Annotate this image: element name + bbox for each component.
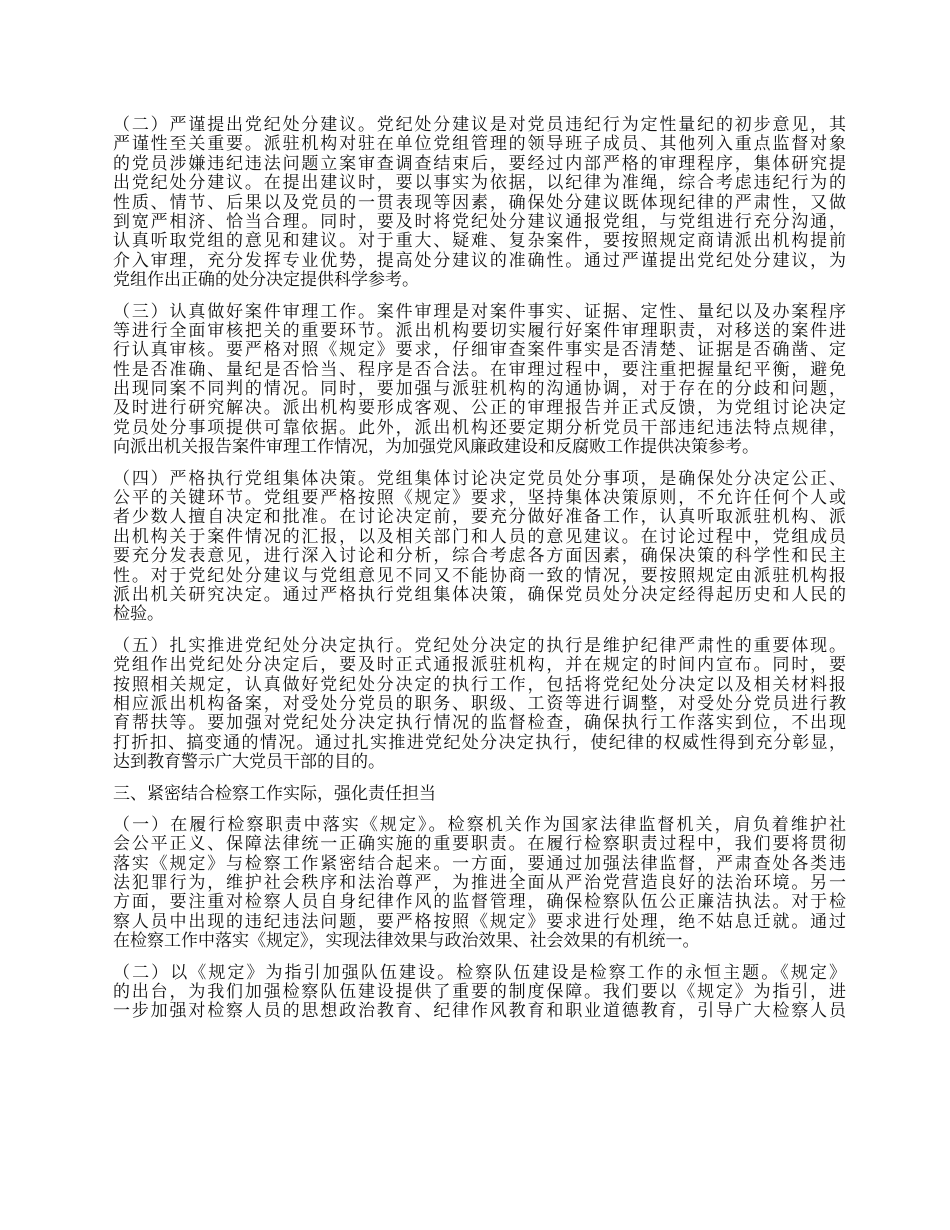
text-line: 落实《规定》与检察工作紧密结合起来。一方面，要通过加强法律监督，严肃查处各类违 bbox=[113, 853, 846, 874]
paragraph bbox=[113, 964, 846, 1022]
text-line: （二）以《规定》为指引加强队伍建设。检察队伍建设是检察工作的永恒主题。《规定》 bbox=[113, 962, 846, 983]
text-line: 出党纪处分建议。在提出建议时，要以事实为依据，以纪律为准绳，综合考虑违纪行为的 bbox=[113, 173, 846, 194]
text-line: 行认真审核。要严格对照《规定》要求，仔细审查案件事实是否清楚、证据是否确凿、定 bbox=[113, 340, 846, 361]
text-line: 党组作出党纪处分决定后，要及时正式通报派驻机构，并在规定的时间内宣布。同时，要 bbox=[113, 655, 846, 676]
text-line: （一）在履行检察职责中落实《规定》。检察机关作为国家法律监督机关，肩负着维护社 bbox=[113, 814, 846, 835]
text-line: 性质、情节、后果以及党员的一贯表现等因素，确保处分建议既体现纪律的严肃性，又做 bbox=[113, 192, 846, 213]
paragraph bbox=[113, 637, 846, 773]
text-line: 者少数人擅自决定和批准。在讨论决定前，要充分做好准备工作，认真听取派驻机构、派 bbox=[113, 507, 846, 528]
text-line: 在检察工作中落实《规定》，实现法律效果与政治效果、社会效果的有机统一。 bbox=[113, 931, 700, 952]
text-line: 按照相关规定，认真做好党纪处分决定的执行工作，包括将党纪处分决定以及相关材料报 bbox=[113, 674, 846, 695]
text-line: 到宽严相济、恰当合理。同时，要及时将党纪处分建议通报党组，与党组进行充分沟通， bbox=[113, 211, 846, 232]
text-line: （二）严谨提出党纪处分建议。党纪处分建议是对党员违纪行为定性量纪的初步意见，其 bbox=[113, 115, 846, 135]
paragraph bbox=[113, 816, 846, 952]
text-line: 出机构关于案件情况的汇报，以及相关部门和人员的意见建议。在讨论过程中，党组成员 bbox=[113, 526, 846, 547]
text-line: 党组作出正确的处分决定提供科学参考。 bbox=[113, 270, 419, 291]
text-line: 派出机关研究决定。通过严格执行党组集体决策，确保党员处分决定经得起历史和人民的 bbox=[113, 584, 846, 605]
text-line: 向派出机关报告案件审理工作情况，为加强党风廉政建设和反腐败工作提供决策参考。 bbox=[113, 437, 759, 458]
text-line: 严谨性至关重要。派驻机构对驻在单位党组管理的领导班子成员、其他列入重点监督对象 bbox=[113, 134, 846, 155]
paragraph bbox=[113, 470, 846, 625]
text-line: 认真听取党组的意见和建议。对于重大、疑难、复杂案件，要按照规定商请派出机构提前 bbox=[113, 231, 846, 252]
paragraph bbox=[113, 303, 846, 458]
text-line: 及时进行研究解决。派出机构要形成客观、公正的审理报告并正式反馈，为党组讨论决定 bbox=[113, 398, 846, 419]
text-line: 三、紧密结合检察工作实际，强化责任担当 bbox=[113, 783, 436, 804]
text-line: 的出台，为我们加强检察队伍建设提供了重要的制度保障。我们要以《规定》为指引，进 bbox=[113, 982, 846, 1003]
text-line: 育帮扶等。要加强对党纪处分决定执行情况的监督检查，确保执行工作落实到位，不出现 bbox=[113, 713, 846, 734]
text-line: 察人员中出现的违纪违法问题，要严格按照《规定》要求进行处理，绝不姑息迁就。通过 bbox=[113, 911, 846, 932]
text-line: 打折扣、搞变通的情况。通过扎实推进党纪处分决定执行，使纪律的权威性得到充分彰显， bbox=[113, 732, 846, 753]
text-line: 检验。 bbox=[113, 604, 164, 625]
text-line: 相应派出机构备案，对受处分党员的职务、职级、工资等进行调整，对受处分党员进行教 bbox=[113, 693, 846, 714]
text-line: 出现同案不同判的情况。同时，要加强与派驻机构的沟通协调，对于存在的分歧和问题， bbox=[113, 379, 846, 400]
text-line: 会公平正义、保障法律统一正确实施的重要职责。在履行检察职责过程中，我们要将贯彻 bbox=[113, 834, 846, 855]
text-line: 介入审理，充分发挥专业优势，提高处分建议的准确性。通过严谨提出党纪处分建议，为 bbox=[113, 250, 846, 271]
text-line: 公平的关键环节。党组要严格按照《规定》要求，坚持集体决策原则，不允许任何个人或 bbox=[113, 488, 846, 509]
section-heading bbox=[113, 785, 846, 804]
document-page bbox=[113, 116, 846, 1034]
paragraph bbox=[113, 116, 846, 291]
text-line: 的党员涉嫌违纪违法问题立案审查调查结束后，要经过内部严格的审理程序，集体研究提 bbox=[113, 153, 846, 174]
text-line: 性。对于党纪处分建议与党组意见不同又不能协商一致的情况，要按照规定由派驻机构报 bbox=[113, 565, 846, 586]
text-line: （四）严格执行党组集体决策。党组集体讨论决定党员处分事项，是确保处分决定公正、 bbox=[113, 468, 846, 489]
text-line: 法犯罪行为，维护社会秩序和法治尊严，为推进全面从严治党营造良好的法治环境。另一 bbox=[113, 873, 846, 894]
text-line: 等进行全面审核把关的重要环节。派出机构要切实履行好案件审理职责，对移送的案件进 bbox=[113, 320, 846, 341]
text-line: 要充分发表意见，进行深入讨论和分析，综合考虑各方面因素，确保决策的科学性和民主 bbox=[113, 546, 846, 567]
text-line: 达到教育警示广大党员干部的目的。 bbox=[113, 752, 385, 773]
text-line: 党员处分事项提供可靠依据。此外，派出机构还要定期分析党员干部违纪违法特点规律， bbox=[113, 417, 846, 438]
text-line: （五）扎实推进党纪处分决定执行。党纪处分决定的执行是维护纪律严肃性的重要体现。 bbox=[113, 635, 846, 656]
text-line: 一步加强对检察人员的思想政治教育、纪律作风教育和职业道德教育，引导广大检察人员 bbox=[113, 1001, 846, 1022]
text-line: 性是否准确、量纪是否恰当、程序是否合法。在审理过程中，要注重把握量纪平衡，避免 bbox=[113, 359, 846, 380]
text-line: 方面，要注重对检察人员自身纪律作风的监督管理，确保检察队伍公正廉洁执法。对于检 bbox=[113, 892, 846, 913]
text-line: （三）认真做好案件审理工作。案件审理是对案件事实、证据、定性、量纪以及办案程序 bbox=[113, 301, 846, 322]
